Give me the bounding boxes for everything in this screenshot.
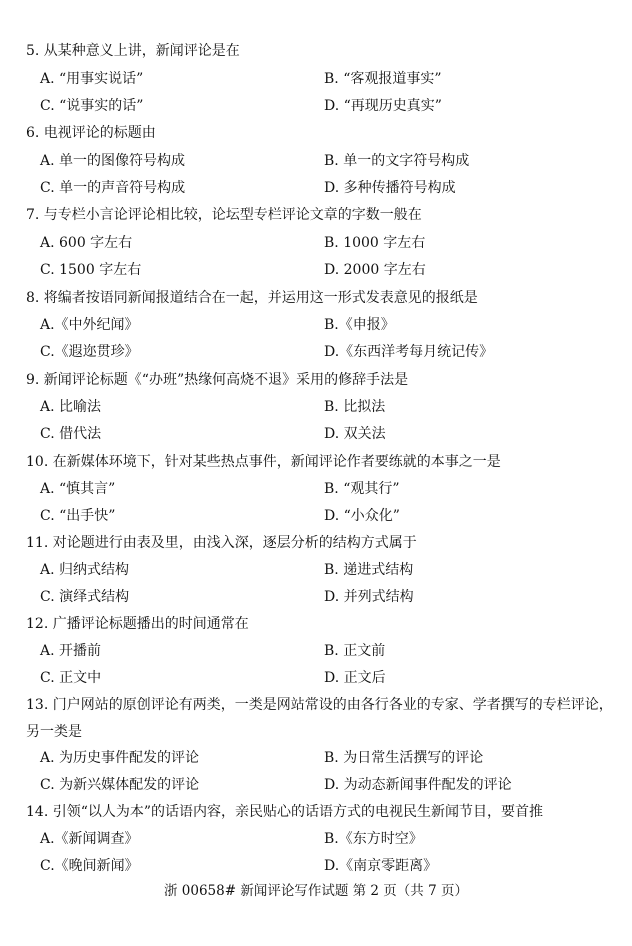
question-14 xyxy=(26,803,543,821)
question-stem: 9. 新闻评论标题《“办班”热缘何高烧不退》采用的修辞手法是 xyxy=(26,372,409,388)
question-13 xyxy=(26,692,616,746)
option-c: C.《遐迩贯珍》 xyxy=(40,344,139,360)
option-b: B. “客观报道事实” xyxy=(324,71,442,87)
option-a: A. “用事实说话” xyxy=(40,71,144,87)
question-stem: 5. 从某种意义上讲，新闻评论是在 xyxy=(26,43,240,59)
option-d: D. 多种传播符号构成 xyxy=(324,180,456,196)
question-stem: 11. 对论题进行由表及里，由浅入深，逐层分析的结构方式属于 xyxy=(26,535,417,551)
option-b: B. 递进式结构 xyxy=(324,562,414,578)
question-10 xyxy=(26,453,501,471)
page-footer: 浙 00658# 新闻评论写作试题 第 2 页（共 7 页） xyxy=(164,883,468,899)
option-c: C. 演绎式结构 xyxy=(40,589,130,605)
option-c: C. 1500 字左右 xyxy=(40,262,142,278)
question-11 xyxy=(26,534,417,552)
question-stem: 12. 广播评论标题播出的时间通常在 xyxy=(26,616,249,632)
option-a: A. 归纳式结构 xyxy=(40,562,130,578)
question-6 xyxy=(26,124,156,142)
option-d: D. 为动态新闻事件配发的评论 xyxy=(324,777,512,793)
option-d: D.《南京零距离》 xyxy=(324,858,438,874)
question-stem: 14. 引领“以人为本”的话语内容，亲民贴心的话语方式的电视民生新闻节目，要首推 xyxy=(26,804,544,820)
question-12 xyxy=(26,615,249,633)
option-b: B. 1000 字左右 xyxy=(324,235,426,251)
option-d: D. 双关法 xyxy=(324,426,386,442)
option-c: C.《晚间新闻》 xyxy=(40,858,139,874)
option-b: B. 单一的文字符号构成 xyxy=(324,153,470,169)
question-stem: 6. 电视评论的标题由 xyxy=(26,125,156,141)
option-a: A.《新闻调查》 xyxy=(40,831,139,847)
option-b: B. “观其行” xyxy=(324,481,400,497)
option-d: D.《东西洋考每月统记传》 xyxy=(324,344,494,360)
question-7 xyxy=(26,206,422,224)
option-d: D. 并列式结构 xyxy=(324,589,414,605)
option-b: B. 正文前 xyxy=(324,643,386,659)
option-a: A. 比喻法 xyxy=(40,399,102,415)
option-d: D. 正文后 xyxy=(324,670,386,686)
option-a: A. 开播前 xyxy=(40,643,102,659)
option-d: D. “再现历史真实” xyxy=(324,98,442,114)
option-c: C. “出手快” xyxy=(40,508,116,524)
option-b: B. 为日常生活撰写的评论 xyxy=(324,750,484,766)
option-a: A. “慎其言” xyxy=(40,481,116,497)
question-stem: 7. 与专栏小言论评论相比较，论坛型专栏评论文章的字数一般在 xyxy=(26,207,422,223)
question-stem: 10. 在新媒体环境下，针对某些热点事件，新闻评论作者要练就的本事之一是 xyxy=(26,454,501,470)
option-c: C. 借代法 xyxy=(40,426,102,442)
option-b: B.《东方时空》 xyxy=(324,831,423,847)
option-d: D. 2000 字左右 xyxy=(324,262,426,278)
question-stem: 8. 将编者按语同新闻报道结合在一起，并运用这一形式发表意见的报纸是 xyxy=(26,290,478,306)
option-a: A. 600 字左右 xyxy=(40,235,133,251)
option-a: A. 单一的图像符号构成 xyxy=(40,153,186,169)
question-5 xyxy=(26,42,240,60)
option-c: C. 单一的声音符号构成 xyxy=(40,180,186,196)
question-9 xyxy=(26,371,408,389)
question-stem: 13. 门户网站的原创评论有两类，一类是网站常设的由各行各业的专家、学者撰写的专栏评论，另一类是 xyxy=(26,697,613,740)
option-d: D. “小众化” xyxy=(324,508,400,524)
question-8 xyxy=(26,289,478,307)
option-b: B. 比拟法 xyxy=(324,399,386,415)
option-c: C. “说事实的话” xyxy=(40,98,144,114)
option-c: C. 为新兴媒体配发的评论 xyxy=(40,777,200,793)
option-a: A.《中外纪闻》 xyxy=(40,317,139,333)
option-b: B.《申报》 xyxy=(324,317,395,333)
option-c: C. 正文中 xyxy=(40,670,102,686)
option-a: A. 为历史事件配发的评论 xyxy=(40,750,200,766)
